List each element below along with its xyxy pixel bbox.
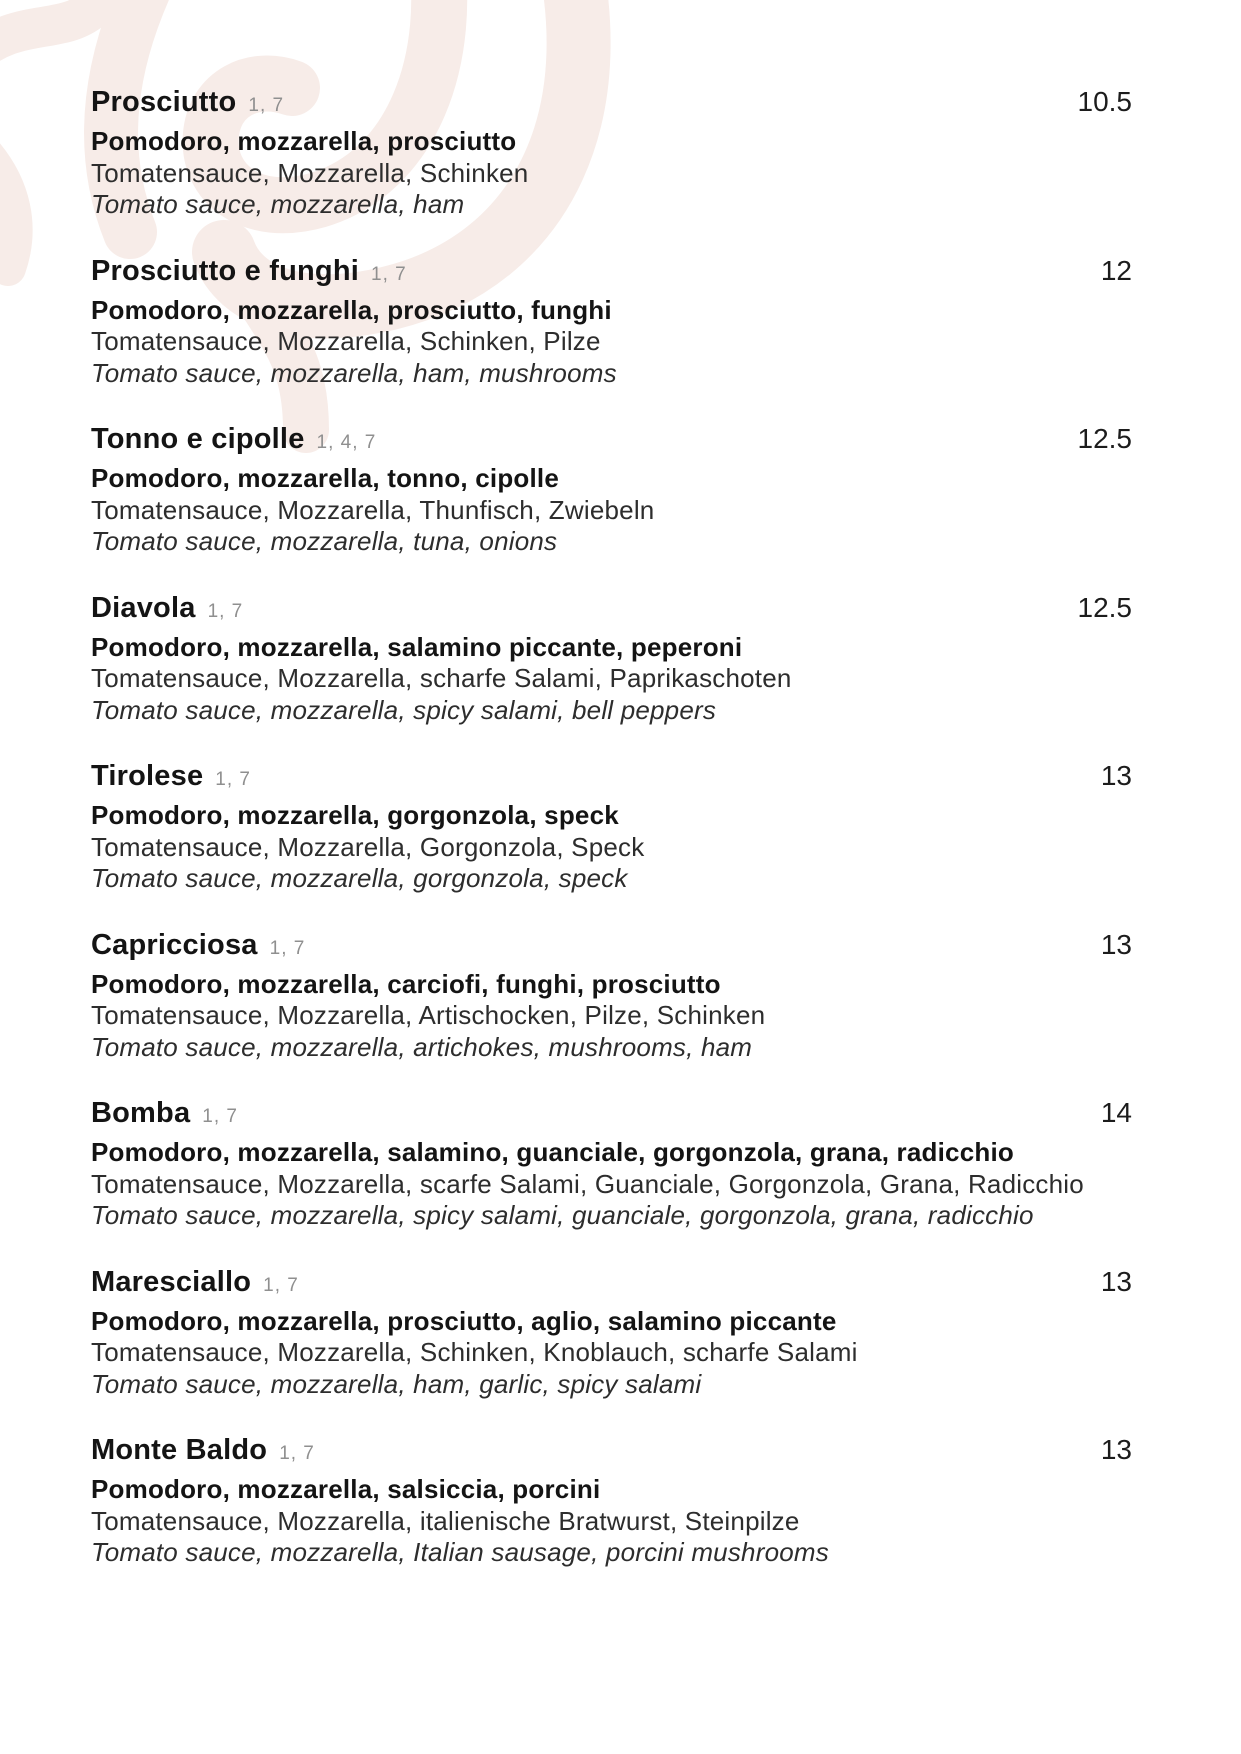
description-english: Tomato sauce, mozzarella, spicy salami, bell peppers	[91, 694, 717, 725]
menu-item-title-row	[91, 1433, 1132, 1470]
menu-item-title-row	[91, 254, 1132, 291]
description-english: Tomato sauce, mozzarella, artichokes, mushrooms, ham	[91, 1031, 753, 1062]
dish-price: 13	[1100, 928, 1132, 960]
description-german: Tomatensauce, Mozzarella, italienische Bratwurst, Steinpilze	[91, 1505, 800, 1536]
dish-price: 14	[1100, 1097, 1132, 1128]
description-italian: Pomodoro, mozzarella, salamino piccante, peperoni	[91, 631, 743, 662]
dish-name: Tonno e cipolle	[91, 423, 305, 455]
description-german: Tomatensauce, Mozzarella, Schinken, Pilze	[91, 326, 601, 356]
description-italian: Pomodoro, mozzarella, prosciutto	[91, 126, 517, 156]
description-english: Tomato sauce, mozzarella, Italian sausage, porcini mushrooms	[91, 1537, 829, 1567]
allergen-numbers: 1, 7	[279, 1443, 315, 1464]
menu-item	[91, 759, 1132, 928]
description-italian: Pomodoro, mozzarella, carciofi, funghi, prosciutto	[91, 968, 721, 999]
menu-item	[91, 254, 1132, 423]
description-german: Tomatensauce, Mozzarella, Schinken, Knoblauch, scharfe Salami	[91, 1337, 858, 1367]
description-german: Tomatensauce, Mozzarella, Gorgonzola, Speck	[91, 831, 645, 862]
menu-item	[91, 1096, 1132, 1265]
allergen-numbers: 1, 7	[207, 600, 244, 622]
dish-name: Tirolese	[91, 760, 204, 792]
menu-item-title-row	[91, 591, 1132, 628]
dish-name: Maresciallo	[91, 1265, 252, 1298]
menu-item-title-row	[91, 1265, 1132, 1302]
description-german: Tomatensauce, Mozzarella, scarfe Salami, Guanciale, Gorgonzola, Grana, Radicchio	[91, 1168, 1084, 1199]
menu-item-title-row	[91, 928, 1132, 965]
description-english: Tomato sauce, mozzarella, spicy salami, guanciale, gorgonzola, grana, radicchio	[91, 1200, 1034, 1230]
description-german: Tomatensauce, Mozzarella, Schinken	[91, 157, 529, 188]
dish-price: 13	[1100, 760, 1132, 791]
dish-name: Bomba	[91, 1097, 191, 1129]
menu-item	[91, 1433, 1132, 1602]
dish-price: 12	[1100, 254, 1132, 286]
dish-price: 13	[1100, 1434, 1132, 1465]
allergen-numbers: 1, 7	[248, 95, 285, 116]
dish-price: 12.5	[1077, 591, 1132, 623]
description-german: Tomatensauce, Mozzarella, scharfe Salami, Paprikaschoten	[91, 663, 792, 693]
allergen-numbers: 1, 7	[269, 937, 306, 959]
dish-name: Capricciosa	[91, 928, 258, 961]
description-german: Tomatensauce, Mozzarella, Artischocken, Pilze, Schinken	[91, 1000, 766, 1030]
description-german: Tomatensauce, Mozzarella, Thunfisch, Zwiebeln	[91, 494, 655, 525]
description-italian: Pomodoro, mozzarella, tonno, cipolle	[91, 463, 560, 493]
allergen-numbers: 1, 7	[202, 1106, 238, 1127]
description-italian: Pomodoro, mozzarella, prosciutto, funghi	[91, 294, 612, 325]
dish-price: 12.5	[1077, 423, 1132, 454]
menu-item	[91, 85, 1132, 254]
allergen-numbers: 1, 7	[371, 263, 407, 285]
allergen-numbers: 1, 4, 7	[316, 432, 377, 453]
menu-item	[91, 422, 1132, 591]
menu-item	[91, 591, 1132, 760]
dish-price: 13	[1100, 1265, 1132, 1297]
menu-item-title-row	[91, 422, 1132, 459]
dish-name: Diavola	[91, 591, 196, 624]
description-english: Tomato sauce, mozzarella, ham, mushrooms	[91, 357, 617, 388]
dish-name: Monte Baldo	[91, 1434, 268, 1466]
description-english: Tomato sauce, mozzarella, gorgonzola, speck	[91, 863, 628, 893]
description-english: Tomato sauce, mozzarella, tuna, onions	[91, 526, 558, 556]
description-italian: Pomodoro, mozzarella, gorgonzola, speck	[91, 800, 619, 830]
dish-name: Prosciutto	[91, 86, 237, 118]
dish-price: 10.5	[1077, 86, 1132, 117]
description-italian: Pomodoro, mozzarella, prosciutto, aglio, salamino piccante	[91, 1305, 837, 1336]
description-english: Tomato sauce, mozzarella, ham	[91, 189, 465, 219]
menu-item-title-row	[91, 85, 1132, 122]
allergen-numbers: 1, 7	[263, 1274, 299, 1296]
description-italian: Pomodoro, mozzarella, salamino, guanciale, gorgonzola, grana, radicchio	[91, 1137, 1014, 1167]
description-english: Tomato sauce, mozzarella, ham, garlic, spicy salami	[91, 1368, 702, 1399]
menu-item	[91, 928, 1132, 1097]
menu-item	[91, 1265, 1132, 1434]
dish-name: Prosciutto e funghi	[91, 254, 360, 287]
pizza-menu-list	[91, 85, 1132, 1602]
allergen-numbers: 1, 7	[215, 769, 251, 790]
menu-item-title-row	[91, 759, 1132, 796]
menu-item-title-row	[91, 1096, 1132, 1133]
description-italian: Pomodoro, mozzarella, salsiccia, porcini	[91, 1474, 601, 1504]
